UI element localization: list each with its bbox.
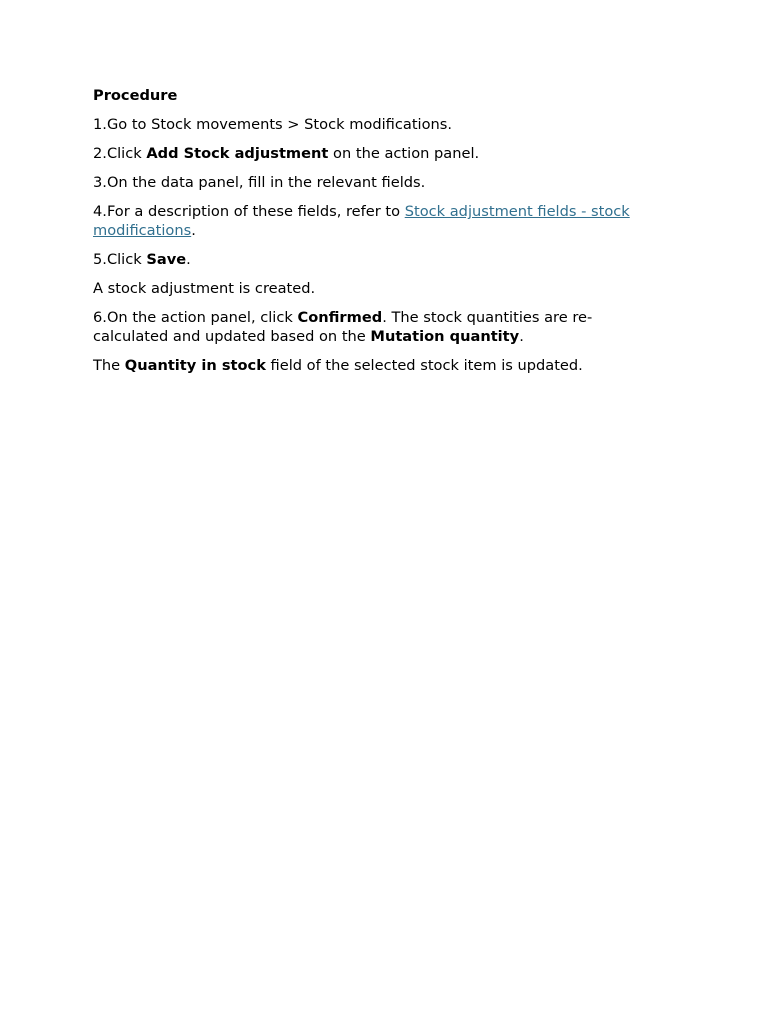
step-number: 3. <box>93 174 107 191</box>
result-text-pre: The <box>93 357 125 374</box>
step-text-post: . <box>186 251 191 268</box>
step-5 <box>93 250 633 269</box>
step-4 <box>93 202 633 240</box>
ui-term-confirmed: Confirmed <box>297 309 383 326</box>
step-text-pre: Click <box>106 145 147 162</box>
step-text: Go to Stock movements > Stock modifications. <box>106 116 453 133</box>
ui-term-add-stock-adjustment: Add Stock adjustment <box>146 145 329 162</box>
step-1 <box>93 115 633 134</box>
step-number: 5. <box>93 251 107 268</box>
ui-term-mutation-quantity: Mutation quantity <box>370 328 520 345</box>
step-text-mid: . The stock quantities are re-calculated and updated based on the <box>93 309 593 345</box>
step-number: 2. <box>93 145 107 162</box>
ui-term-quantity-in-stock: Quantity in stock <box>124 357 266 374</box>
step-6 <box>93 308 633 346</box>
step-text-pre: Click <box>106 251 147 268</box>
result-text-post: field of the selected stock item is updated. <box>265 357 583 374</box>
step-text-pre: On the action panel, click <box>106 309 298 326</box>
document-body <box>93 86 633 385</box>
stock-adjustment-fields-link[interactable]: Stock adjustment fields - stock modifications <box>93 203 630 239</box>
step-3 <box>93 173 633 192</box>
step-text-post: on the action panel. <box>328 145 480 162</box>
step-number: 4. <box>93 203 107 220</box>
step-number: 6. <box>93 309 107 326</box>
step-text-post: . <box>519 328 524 345</box>
step-text: On the data panel, fill in the relevant fields. <box>106 174 426 191</box>
step-text-post: . <box>191 222 196 239</box>
ui-term-save: Save <box>146 251 187 268</box>
step-5-result: A stock adjustment is created. <box>93 280 316 297</box>
procedure-heading: Procedure <box>93 87 178 104</box>
step-2 <box>93 144 633 163</box>
step-text-pre: For a description of these fields, refer to <box>106 203 405 220</box>
step-6-result <box>93 356 633 375</box>
step-number: 1. <box>93 116 107 133</box>
